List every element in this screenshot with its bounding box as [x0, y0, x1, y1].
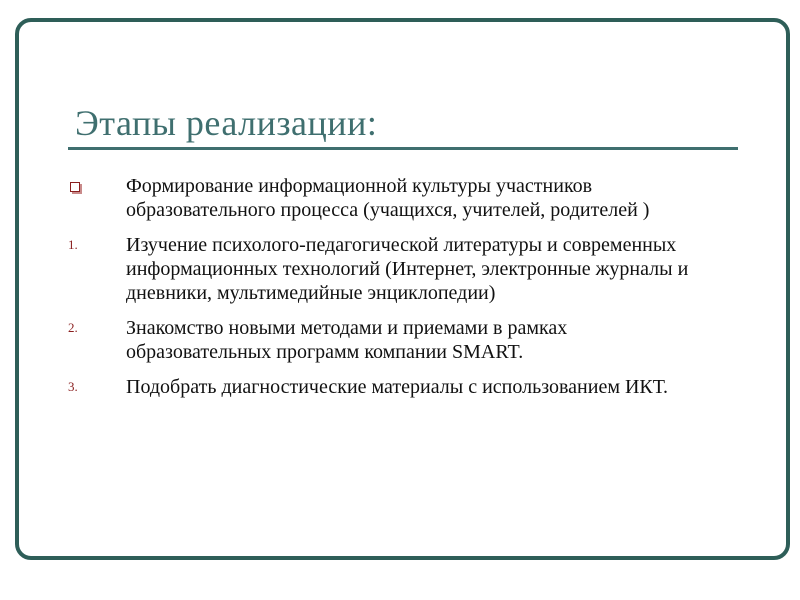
list-item: [68, 233, 708, 305]
checkbox-bullet-icon: [70, 182, 80, 192]
list-item-text: Подобрать диагностические материалы с использованием ИКТ.: [126, 376, 668, 398]
list-item-number: 1.: [68, 237, 78, 252]
list-item-number: 3.: [68, 379, 78, 394]
list-item-text: Знакомство новыми методами и приемами в рамках образовательных программ компании SMART.: [126, 317, 568, 363]
slide-title: Этапы реализации:: [75, 103, 378, 143]
list-item: [68, 375, 708, 399]
list-item: [68, 174, 708, 222]
bullet-list: [68, 174, 708, 410]
list-item-text: Изучение психолого-педагогической литературы и современных информационных технологий (Интернет, электронные журналы и дневники, мультимедийные энциклопедии): [126, 234, 689, 304]
list-item-text: Формирование информационной культуры участников образовательного процесса (учащихся, учителей, родителей ): [126, 175, 650, 221]
list-item-number: 2.: [68, 320, 78, 335]
list-item: [68, 316, 708, 364]
title-underline: [68, 147, 738, 150]
